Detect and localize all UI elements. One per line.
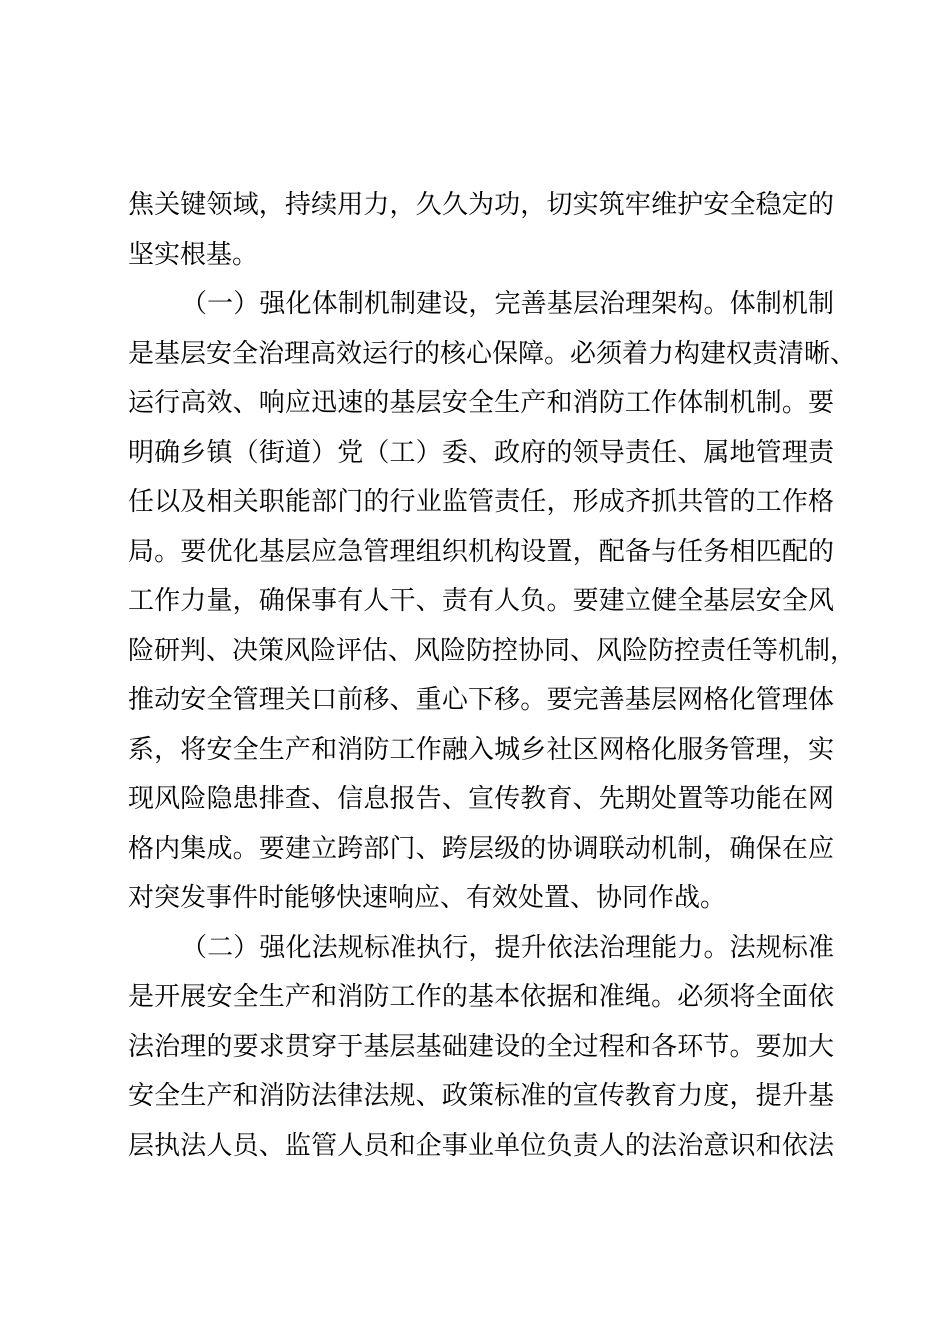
text-line: 运行高效、响应迅速的基层安全生产和消防工作体制机制。要 <box>128 388 834 418</box>
text-line: 是基层安全治理高效运行的核心保障。必须着力构建权责清晰、 <box>128 338 857 369</box>
text-line: 工作力量，确保事有人干、责有人负。要建立健全基层安全风 <box>128 586 834 616</box>
text-line: 法治理的要求贯穿于基层基础建设的全过程和各环节。要加大 <box>128 1031 834 1062</box>
text-line: 坚实根基。 <box>128 239 259 270</box>
text-line: 险研判、决策风险评估、风险防控协同、风险防控责任等机制， <box>128 635 857 666</box>
text-line: 任以及相关职能部门的行业监管责任，形成齐抓共管的工作格 <box>128 487 834 517</box>
text-line: 推动安全管理关口前移、重心下移。要完善基层网格化管理体 <box>128 685 834 715</box>
text-line: 对突发事件时能够快速响应、有效处置、协同作战。 <box>128 883 727 913</box>
text-line: 焦关键领域，持续用力，久久为功，切实筑牢维护安全稳定的 <box>128 190 834 220</box>
section-heading-line: （二）强化法规标准执行，提升依法治理能力。法规标准 <box>181 932 834 963</box>
text-line: 局。要优化基层应急管理组织机构设置，配备与任务相匹配的 <box>128 536 834 567</box>
body-text <box>128 181 857 1171</box>
text-line: 安全生产和消防法律法规、政策标准的宣传教育力度，提升基 <box>128 1081 834 1111</box>
text-line: 层执法人员、监管人员和企事业单位负责人的法治意识和依法 <box>128 1130 834 1161</box>
text-line: 明确乡镇（街道）党（工）委、政府的领导责任、属地管理责 <box>128 437 834 468</box>
text-line: 现风险隐患排查、信息报告、宣传教育、先期处置等功能在网 <box>128 784 834 814</box>
section-heading-line: （一）强化体制机制建设，完善基层治理架构。体制机制 <box>181 289 834 319</box>
text-line: 格内集成。要建立跨部门、跨层级的协调联动机制，确保在应 <box>128 833 834 864</box>
text-line: 系，将安全生产和消防工作融入城乡社区网格化服务管理，实 <box>128 734 834 765</box>
text-line: 是开展安全生产和消防工作的基本依据和准绳。必须将全面依 <box>128 982 834 1012</box>
